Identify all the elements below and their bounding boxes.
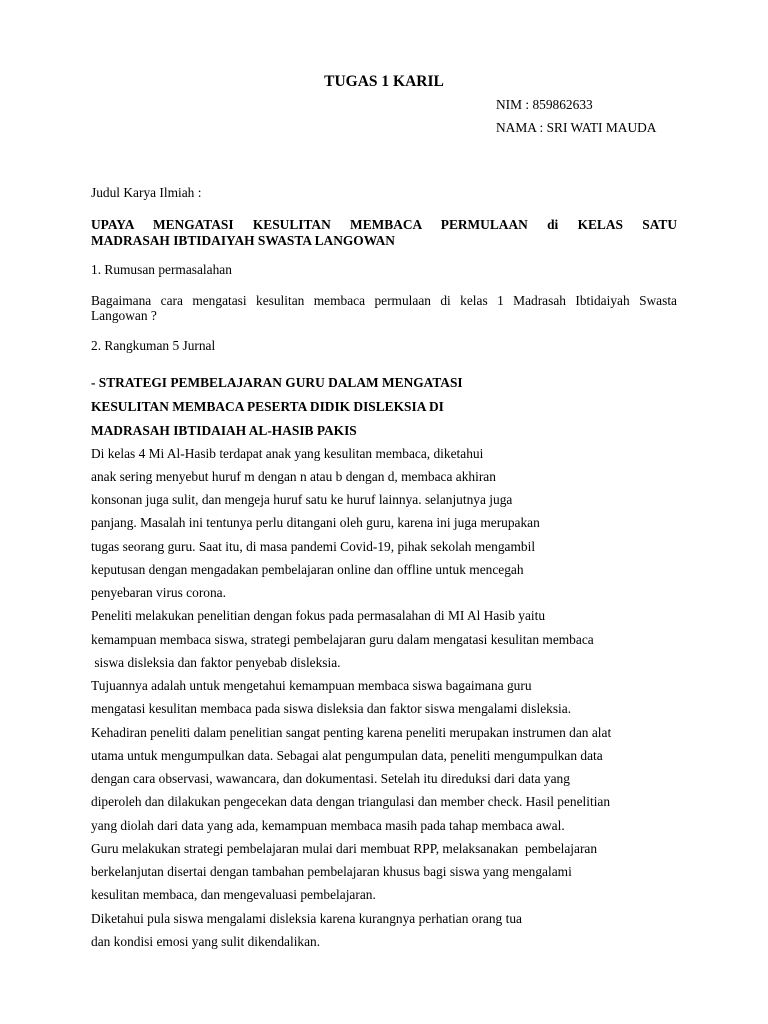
body-line: Peneliti melakukan penelitian dengan fokus pada permasalahan di MI Al Hasib yaitu bbox=[91, 608, 546, 623]
rumusan-line-1: Bagaimana cara mengatasi kesulitan membaca permulaan di kelas 1 Madrasah Ibtidaiyah Swasta bbox=[91, 293, 677, 308]
judul-line-1: UPAYA MENGATASI KESULITAN MEMBACA PERMULAAN di KELAS SATU bbox=[91, 217, 677, 232]
body-line: anak sering menyebut huruf m dengan n atau b dengan d, membaca akhiran bbox=[91, 469, 496, 484]
body-line: penyebaran virus corona. bbox=[91, 585, 226, 600]
body-line: diperoleh dan dilakukan pengecekan data dengan triangulasi dan member check. Hasil penelitian bbox=[91, 794, 611, 809]
nama-text: NAMA : SRI WATI MAUDA bbox=[496, 120, 657, 135]
body-line: konsonan juga sulit, dan mengeja huruf satu ke huruf lainnya. selanjutnya juga bbox=[91, 492, 513, 507]
body-line: dengan cara observasi, wawancara, dan dokumentasi. Setelah itu direduksi dari data yang bbox=[91, 771, 570, 786]
body-line: yang diolah dari data yang ada, kemampuan membaca masih pada tahap membaca awal. bbox=[91, 818, 565, 833]
rumusan-heading: 1. Rumusan permasalahan bbox=[91, 262, 232, 277]
body-line: panjang. Masalah ini tentunya perlu ditangani oleh guru, karena ini juga merupakan bbox=[91, 515, 540, 530]
body-line: mengatasi kesulitan membaca pada siswa disleksia dan faktor siswa mengalami disleksia. bbox=[91, 701, 572, 716]
body-line: dan kondisi emosi yang sulit dikendalikan. bbox=[91, 934, 321, 949]
body-line: kesulitan membaca, dan mengevaluasi pembelajaran. bbox=[91, 887, 376, 902]
body-line: tugas seorang guru. Saat itu, di masa pandemi Covid-19, pihak sekolah mengambil bbox=[91, 539, 536, 554]
body-line: Diketahui pula siswa mengalami disleksia karena kurangnya perhatian orang tua bbox=[91, 911, 522, 926]
body-line: Guru melakukan strategi pembelajaran mulai dari membuat RPP, melaksanakan pembelajaran bbox=[91, 841, 598, 856]
nim-text: NIM : 859862633 bbox=[496, 97, 593, 112]
judul-line-2: MADRASAH IBTIDAIYAH SWASTA LANGOWAN bbox=[91, 233, 395, 248]
body-line: Tujuannya adalah untuk mengetahui kemampuan membaca siswa bagaimana guru bbox=[91, 678, 532, 693]
jurnal-title-line: KESULITAN MEMBACA PESERTA DIDIK DISLEKSIA DI bbox=[91, 399, 444, 414]
body-line: kemampuan membaca siswa, strategi pembelajaran guru dalam mengatasi kesulitan membaca bbox=[91, 632, 594, 647]
jurnal-title-line: MADRASAH IBTIDAIAH AL-HASIB PAKIS bbox=[91, 423, 357, 438]
judul-label: Judul Karya Ilmiah : bbox=[91, 185, 202, 200]
body-line: siswa disleksia dan faktor penyebab disleksia. bbox=[91, 655, 341, 670]
body-line: berkelanjutan disertai dengan tambahan pembelajaran khusus bagi siswa yang mengalami bbox=[91, 864, 572, 879]
jurnal-title-line: - STRATEGI PEMBELAJARAN GURU DALAM MENGATASI bbox=[91, 375, 463, 390]
body-line: keputusan dengan mengadakan pembelajaran online dan offline untuk mencegah bbox=[91, 562, 524, 577]
body-line: Kehadiran peneliti dalam penelitian sangat penting karena peneliti merupakan instrumen dan alat bbox=[91, 725, 612, 740]
body-line: Di kelas 4 Mi Al-Hasib terdapat anak yang kesulitan membaca, diketahui bbox=[91, 446, 484, 461]
body-line: utama untuk mengumpulkan data. Sebagai alat pengumpulan data, peneliti mengumpulkan data bbox=[91, 748, 603, 763]
document-title: TUGAS 1 KARIL bbox=[324, 73, 444, 90]
rumusan-line-2: Langowan ? bbox=[91, 308, 157, 323]
rangkuman-heading: 2. Rangkuman 5 Jurnal bbox=[91, 338, 216, 353]
